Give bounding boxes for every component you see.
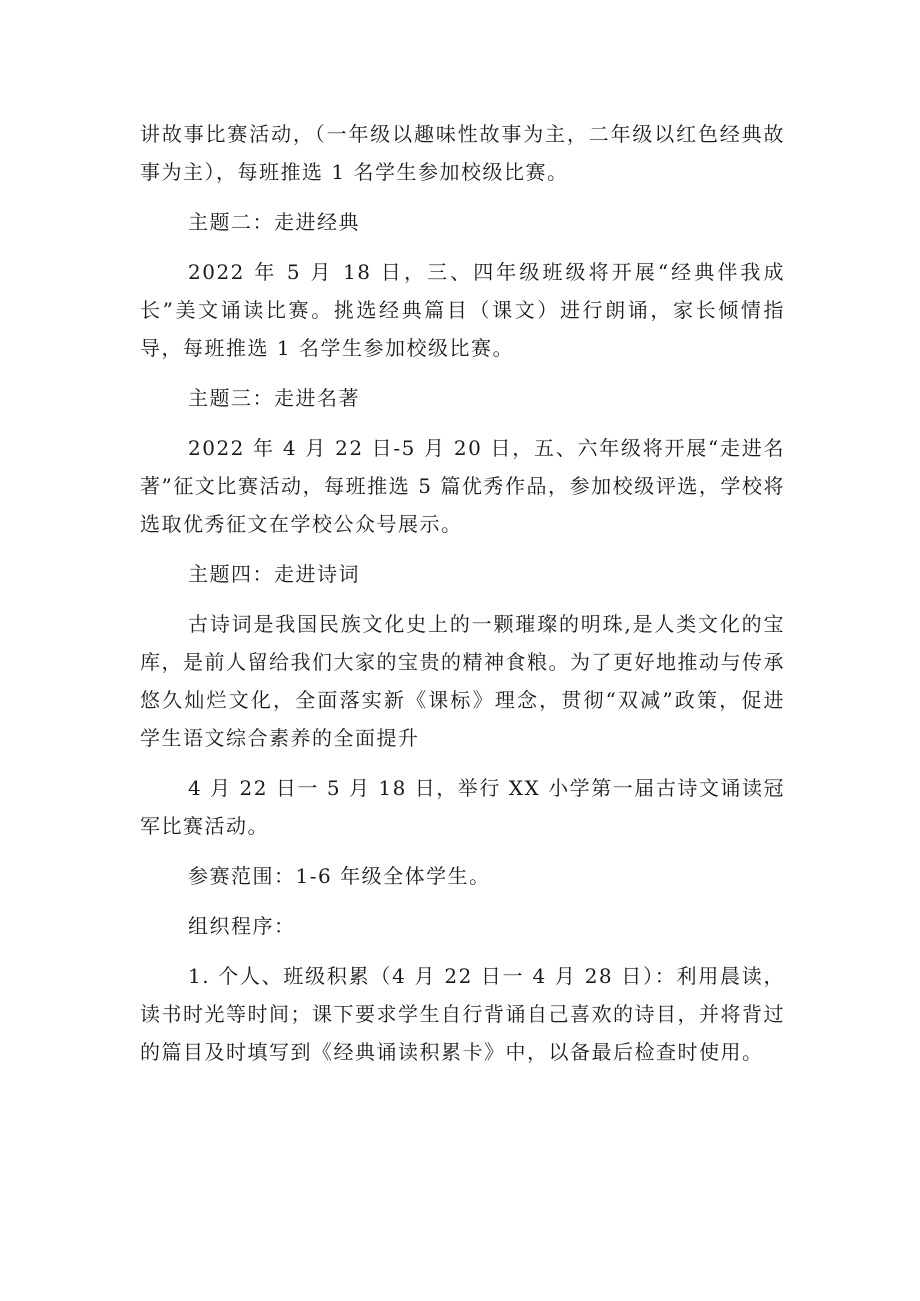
heading-theme-two: 主题二：走进经典 <box>188 210 360 234</box>
paragraph-participants: 参赛范围：1-6 年级全体学生。 <box>188 864 491 888</box>
paragraph-procedure-step-1: 1. 个人、班级积累（4 月 22 日一 4 月 28 日）：利用晨读，读书时光等时间；课下要求学生自行背诵自己喜欢的诗目，并将背过的篇目及时填写到《经典诵读积累卡》中，以备最后检查时使用。 <box>140 964 785 1064</box>
heading-theme-three: 主题三：走进名著 <box>188 386 360 410</box>
heading-theme-four: 主题四：走进诗词 <box>188 562 360 586</box>
heading-procedure: 组织程序： <box>188 914 296 938</box>
paragraph-theme-three: 2022 年 4 月 22 日-5 月 20 日，五、六年级将开展“走进名著”征文比赛活动，每班推选 5 篇优秀作品，参加校级评选，学校将选取优秀征文在学校公众号展示。 <box>140 436 785 536</box>
document-body <box>140 115 785 1083</box>
paragraph-theme-two: 2022 年 5 月 18 日，三、四年级班级将开展“经典伴我成长”美文诵读比赛。挑选经典篇目（课文）进行朗诵，家长倾情指导，每班推选 1 名学生参加校级比赛。 <box>140 260 785 360</box>
paragraph-poetry-competition: 4 月 22 日一 5 月 18 日，举行 XX 小学第一届古诗文诵读冠军比赛活动。 <box>140 776 785 838</box>
paragraph-theme-four-intro: 古诗词是我国民族文化史上的一颗璀璨的明珠,是人类文化的宝库，是前人留给我们大家的宝贵的精神食粮。为了更好地推动与传承悠久灿烂文化，全面落实新《课标》理念，贯彻“双减”政策，促进学生语文综合素养的全面提升 <box>140 612 785 750</box>
paragraph-storytelling-continued: 讲故事比赛活动，（一年级以趣味性故事为主，二年级以红色经典故事为主），每班推选 1 名学生参加校级比赛。 <box>140 122 785 184</box>
